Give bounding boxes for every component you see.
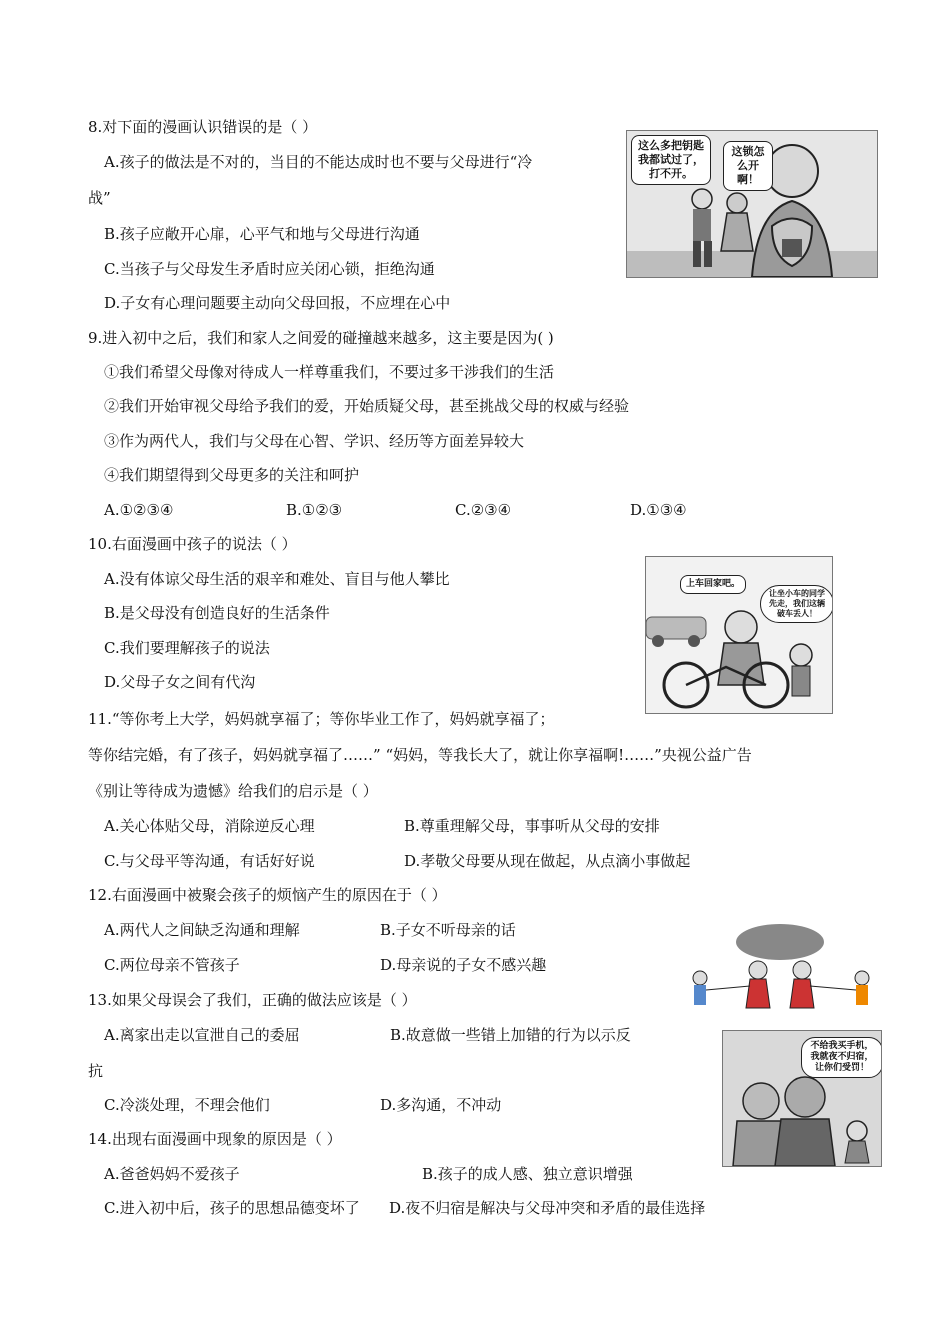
q8-option-c: C.当孩子与父母发生矛盾时应关闭心锁，拒绝沟通 — [104, 260, 435, 278]
q13-stem: 13.如果父母误会了我们，正确的做法应该是（ ） — [88, 991, 417, 1009]
q10-option-c: C.我们要理解孩子的说法 — [104, 639, 270, 657]
q11-stem-line1: 11.“等你考上大学，妈妈就享福了；等你毕业工作了，妈妈就享福了； — [88, 710, 555, 728]
q9-option-c: C.②③④ — [455, 501, 512, 519]
q8-option-a: A.孩子的做法是不对的，当目的不能达成时也不要与父母进行“冷 — [104, 153, 533, 171]
q13-option-b-cont: 抗 — [88, 1062, 104, 1080]
q8-stem: 8.对下面的漫画认识错误的是（ ） — [88, 118, 318, 136]
q12-option-d: D.母亲说的子女不感兴趣 — [380, 956, 547, 974]
q11-stem-line2: 等你结完婚，有了孩子，妈妈就享福了……” “妈妈，等我长大了，就让你享福啊!……”央视公益广告 — [88, 746, 752, 764]
q8-option-a-cont: 战” — [88, 189, 111, 207]
q9-statement-3: ③作为两代人，我们与父母在心智、学识、经历等方面差异较大 — [104, 432, 525, 450]
q12-option-b: B.子女不听母亲的话 — [380, 921, 516, 939]
q8-bubble-mother: 这锁怎么开啊！ — [723, 141, 773, 191]
q10-option-b: B.是父母没有创造良好的生活条件 — [104, 604, 330, 622]
q12-stem: 12.右面漫画中被聚会孩子的烦恼产生的原因在于（ ） — [88, 886, 447, 904]
q12-cartoon-drawing — [680, 920, 880, 1010]
q14-option-a: A.爸爸妈妈不爱孩子 — [104, 1165, 240, 1183]
q12-option-a: A.两代人之间缺乏沟通和理解 — [104, 921, 300, 939]
q11-option-d: D.孝敬父母要从现在做起，从点滴小事做起 — [404, 852, 691, 870]
q11-option-a: A.关心体贴父母，消除逆反心理 — [104, 817, 315, 835]
q13-option-c: C.冷淡处理，不理会他们 — [104, 1096, 270, 1114]
q9-statement-4: ④我们期望得到父母更多的关注和呵护 — [104, 466, 360, 484]
q14-option-c: C.进入初中后，孩子的思想品德变坏了 — [104, 1199, 360, 1217]
q10-option-d: D.父母子女之间有代沟 — [104, 673, 256, 691]
q8-bubble-father: 这么多把钥匙我都试过了，打不开。 — [631, 135, 711, 185]
q12-cartoon — [680, 920, 880, 1010]
q10-bubble-child: 让坐小车的同学先走，我们这辆破车丢人！ — [760, 585, 833, 623]
q10-bubble-father: 上车回家吧。 — [680, 575, 746, 594]
q10-cartoon — [645, 556, 833, 714]
q8-option-b: B.孩子应敞开心扉，心平气和地与父母进行沟通 — [104, 225, 420, 243]
q14-bubble-child: 不给我买手机，我就夜不归宿，让你们受罚！ — [801, 1037, 882, 1078]
q9-statement-1: ①我们希望父母像对待成人一样尊重我们，不要过多干涉我们的生活 — [104, 363, 555, 381]
q9-statement-2: ②我们开始审视父母给予我们的爱，开始质疑父母，甚至挑战父母的权威与经验 — [104, 397, 630, 415]
q8-cartoon — [626, 130, 878, 278]
q8-option-d: D.子女有心理问题要主动向父母回报，不应埋在心中 — [104, 294, 451, 312]
q13-option-d: D.多沟通，不冲动 — [380, 1096, 502, 1114]
q14-option-d: D.夜不归宿是解决与父母冲突和矛盾的最佳选择 — [389, 1199, 706, 1217]
q11-option-b: B.尊重理解父母，事事听从父母的安排 — [404, 817, 660, 835]
q9-option-a: A.①②③④ — [104, 501, 174, 519]
q9-option-b: B.①②③ — [286, 501, 343, 519]
q9-option-d: D.①③④ — [630, 501, 687, 519]
q13-option-b: B.故意做一些错上加错的行为以示反 — [390, 1026, 631, 1044]
q13-option-a: A.离家出走以宣泄自己的委屈 — [104, 1026, 300, 1044]
q11-option-c: C.与父母平等沟通，有话好好说 — [104, 852, 315, 870]
q10-option-a: A.没有体谅父母生活的艰辛和难处、盲目与他人攀比 — [104, 570, 450, 588]
q9-stem: 9.进入初中之后，我们和家人之间爱的碰撞越来越多，这主要是因为( ) — [88, 329, 554, 347]
q14-cartoon — [722, 1030, 882, 1167]
q14-option-b: B.孩子的成人感、独立意识增强 — [422, 1165, 633, 1183]
q12-option-c: C.两位母亲不管孩子 — [104, 956, 240, 974]
q11-stem-line3: 《别让等待成为遗憾》给我们的启示是（ ） — [88, 782, 378, 800]
q14-stem: 14.出现右面漫画中现象的原因是（ ） — [88, 1130, 342, 1148]
q10-stem: 10.右面漫画中孩子的说法（ ） — [88, 535, 297, 553]
